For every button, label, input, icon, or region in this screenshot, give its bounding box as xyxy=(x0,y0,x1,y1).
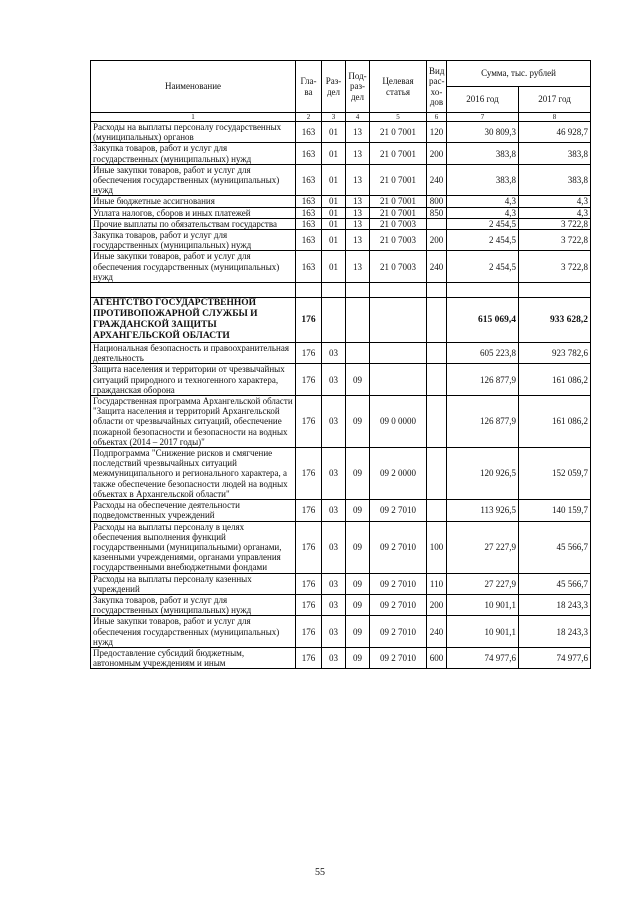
cell-podrazdel: 13 xyxy=(346,218,370,229)
cell-name: Расходы на выплаты персоналу в целях обеспечения выполнения функций государственными (муниципальными) органами, казенными учреждениями, органами управления государственными внебюджетными фондами xyxy=(91,521,296,573)
table-row xyxy=(91,573,591,594)
cell-name: Иные закупки товаров, работ и услуг для обеспечения государственных (муниципальных) нужд xyxy=(91,164,296,196)
cell-podrazdel: 09 xyxy=(346,448,370,500)
cell-2016: 120 926,5 xyxy=(447,448,519,500)
column-number: 3 xyxy=(322,113,346,122)
cell-razdel: 01 xyxy=(322,251,346,283)
cell-2016 xyxy=(447,283,519,298)
cell-name: АГЕНТСТВО ГОСУДАРСТВЕННОЙ ПРОТИВОПОЖАРНОЙ СЛУЖБЫ И ГРАЖДАНСКОЙ ЗАЩИТЫ АРХАНГЕЛЬСКОЙ ОБЛАСТИ xyxy=(91,298,296,343)
column-number: 8 xyxy=(519,113,591,122)
table-row xyxy=(91,594,591,615)
cell-celevaya xyxy=(370,298,427,343)
cell-celevaya: 09 2 7010 xyxy=(370,521,427,573)
cell-vid: 240 xyxy=(427,164,447,196)
cell-podrazdel xyxy=(346,298,370,343)
cell-podrazdel: 09 xyxy=(346,616,370,648)
header-year-2017: 2017 год xyxy=(519,87,591,113)
cell-2016: 4,3 xyxy=(447,207,519,218)
cell-name: Расходы на выплаты персоналу казенных учреждений xyxy=(91,573,296,594)
cell-glava: 176 xyxy=(296,396,322,448)
column-number: 1 xyxy=(91,113,296,122)
header-year-2016: 2016 год xyxy=(447,87,519,113)
column-number: 6 xyxy=(427,113,447,122)
cell-name: Уплата налогов, сборов и иных платежей xyxy=(91,207,296,218)
cell-glava: 163 xyxy=(296,196,322,207)
header-name: Наименование xyxy=(91,61,296,113)
cell-name: Иные бюджетные ассигнования xyxy=(91,196,296,207)
cell-podrazdel: 13 xyxy=(346,164,370,196)
table-row xyxy=(91,343,591,364)
cell-celevaya: 09 2 7010 xyxy=(370,594,427,615)
cell-podrazdel: 13 xyxy=(346,196,370,207)
cell-podrazdel: 09 xyxy=(346,573,370,594)
cell-vid: 200 xyxy=(427,143,447,164)
cell-name: Государственная программа Архангельской области "Защита населения и территорий Архангельской области от чрезвычайных ситуаций, обеспечение пожарной безопасности и безопасности на водных объектах (2014 – 2017 годы)" xyxy=(91,396,296,448)
header-glava: Гла- ва xyxy=(296,61,322,113)
cell-celevaya: 09 2 7010 xyxy=(370,573,427,594)
cell-2016: 27 227,9 xyxy=(447,573,519,594)
cell-celevaya: 21 0 7003 xyxy=(370,230,427,251)
budget-table xyxy=(90,60,591,669)
cell-celevaya xyxy=(370,364,427,396)
cell-vid: 200 xyxy=(427,230,447,251)
cell-razdel: 03 xyxy=(322,343,346,364)
cell-podrazdel: 09 xyxy=(346,500,370,521)
cell-2016: 2 454,5 xyxy=(447,218,519,229)
cell-celevaya: 21 0 7001 xyxy=(370,196,427,207)
cell-name: Расходы на выплаты персоналу государственных (муниципальных) органов xyxy=(91,122,296,143)
cell-2017: 152 059,7 xyxy=(519,448,591,500)
cell-2017: 923 782,6 xyxy=(519,343,591,364)
cell-podrazdel: 13 xyxy=(346,143,370,164)
cell-razdel: 01 xyxy=(322,207,346,218)
cell-podrazdel: 13 xyxy=(346,122,370,143)
cell-celevaya: 21 0 7001 xyxy=(370,143,427,164)
cell-podrazdel xyxy=(346,343,370,364)
cell-razdel: 03 xyxy=(322,616,346,648)
cell-celevaya: 21 0 7001 xyxy=(370,122,427,143)
cell-vid xyxy=(427,448,447,500)
cell-razdel: 03 xyxy=(322,396,346,448)
cell-glava: 176 xyxy=(296,521,322,573)
cell-celevaya: 21 0 7003 xyxy=(370,218,427,229)
cell-glava: 176 xyxy=(296,594,322,615)
cell-celevaya: 09 2 7010 xyxy=(370,647,427,668)
cell-2017: 3 722,8 xyxy=(519,230,591,251)
cell-glava: 163 xyxy=(296,218,322,229)
cell-razdel: 03 xyxy=(322,364,346,396)
column-number: 4 xyxy=(346,113,370,122)
cell-razdel xyxy=(322,298,346,343)
cell-2017: 45 566,7 xyxy=(519,521,591,573)
cell-name: Национальная безопасность и правоохранительная деятельность xyxy=(91,343,296,364)
cell-razdel: 01 xyxy=(322,164,346,196)
table-row xyxy=(91,448,591,500)
cell-glava: 163 xyxy=(296,122,322,143)
cell-2017: 383,8 xyxy=(519,164,591,196)
cell-razdel: 01 xyxy=(322,230,346,251)
table-row xyxy=(91,230,591,251)
cell-podrazdel: 13 xyxy=(346,251,370,283)
cell-razdel: 01 xyxy=(322,218,346,229)
cell-podrazdel: 13 xyxy=(346,230,370,251)
cell-razdel: 03 xyxy=(322,500,346,521)
cell-vid: 240 xyxy=(427,251,447,283)
cell-vid: 120 xyxy=(427,122,447,143)
header-vid: Вид рас- хо- дов xyxy=(427,61,447,113)
cell-razdel: 03 xyxy=(322,448,346,500)
cell-glava: 163 xyxy=(296,207,322,218)
cell-name: Закупка товаров, работ и услуг для государственных (муниципальных) нужд xyxy=(91,230,296,251)
cell-celevaya: 09 0 0000 xyxy=(370,396,427,448)
cell-2016: 2 454,5 xyxy=(447,230,519,251)
cell-vid: 200 xyxy=(427,594,447,615)
cell-glava: 176 xyxy=(296,647,322,668)
cell-podrazdel: 09 xyxy=(346,521,370,573)
cell-2017: 3 722,8 xyxy=(519,218,591,229)
cell-razdel: 01 xyxy=(322,122,346,143)
cell-glava: 163 xyxy=(296,164,322,196)
cell-name: Защита населения и территории от чрезвычайных ситуаций природного и техногенного характера, гражданская оборона xyxy=(91,364,296,396)
cell-2016: 113 926,5 xyxy=(447,500,519,521)
table-row xyxy=(91,616,591,648)
column-number: 2 xyxy=(296,113,322,122)
cell-vid xyxy=(427,396,447,448)
cell-name: Подпрограмма "Снижение рисков и смягчение последствий чрезвычайных ситуаций межмуниципального и регионального характера, а также обеспечение безопасности людей на водных объектах в Архангельской области" xyxy=(91,448,296,500)
cell-2016: 74 977,6 xyxy=(447,647,519,668)
cell-podrazdel: 13 xyxy=(346,207,370,218)
cell-glava: 176 xyxy=(296,573,322,594)
cell-name: Закупка товаров, работ и услуг для государственных (муниципальных) нужд xyxy=(91,143,296,164)
cell-2017: 46 928,7 xyxy=(519,122,591,143)
cell-2016: 10 901,1 xyxy=(447,594,519,615)
cell-podrazdel: 09 xyxy=(346,364,370,396)
table-row xyxy=(91,396,591,448)
cell-celevaya: 09 2 7010 xyxy=(370,500,427,521)
cell-name: Расходы на обеспечение деятельности подведомственных учреждений xyxy=(91,500,296,521)
cell-celevaya: 21 0 7001 xyxy=(370,207,427,218)
cell-2017: 18 243,3 xyxy=(519,594,591,615)
cell-name: Иные закупки товаров, работ и услуг для обеспечения государственных (муниципальных) нужд xyxy=(91,251,296,283)
cell-glava: 176 xyxy=(296,616,322,648)
cell-2016: 605 223,8 xyxy=(447,343,519,364)
cell-2016: 615 069,4 xyxy=(447,298,519,343)
table-row xyxy=(91,298,591,343)
cell-2017: 161 086,2 xyxy=(519,396,591,448)
cell-2016: 10 901,1 xyxy=(447,616,519,648)
cell-name: Закупка товаров, работ и услуг для государственных (муниципальных) нужд xyxy=(91,594,296,615)
cell-2016: 126 877,9 xyxy=(447,364,519,396)
document-page xyxy=(90,60,590,669)
column-number: 7 xyxy=(447,113,519,122)
cell-2016: 126 877,9 xyxy=(447,396,519,448)
cell-name xyxy=(91,283,296,298)
table-row xyxy=(91,251,591,283)
cell-vid: 600 xyxy=(427,647,447,668)
cell-vid: 100 xyxy=(427,521,447,573)
table-row xyxy=(91,283,591,298)
cell-razdel: 01 xyxy=(322,196,346,207)
cell-vid xyxy=(427,500,447,521)
cell-2016: 30 809,3 xyxy=(447,122,519,143)
cell-glava: 176 xyxy=(296,298,322,343)
cell-razdel xyxy=(322,283,346,298)
table-row xyxy=(91,218,591,229)
header-podrazdel: Под- раз- дел xyxy=(346,61,370,113)
cell-glava: 176 xyxy=(296,343,322,364)
cell-2017: 4,3 xyxy=(519,196,591,207)
cell-glava: 176 xyxy=(296,500,322,521)
cell-2017: 18 243,3 xyxy=(519,616,591,648)
cell-razdel: 03 xyxy=(322,647,346,668)
page-number: 55 xyxy=(315,867,325,878)
cell-2016: 383,8 xyxy=(447,143,519,164)
table-row xyxy=(91,364,591,396)
cell-2016: 4,3 xyxy=(447,196,519,207)
cell-celevaya xyxy=(370,343,427,364)
cell-name: Прочие выплаты по обязательствам государства xyxy=(91,218,296,229)
cell-glava: 176 xyxy=(296,448,322,500)
cell-glava: 163 xyxy=(296,143,322,164)
cell-2017: 383,8 xyxy=(519,143,591,164)
cell-glava: 163 xyxy=(296,251,322,283)
cell-celevaya: 21 0 7001 xyxy=(370,164,427,196)
cell-celevaya: 21 0 7003 xyxy=(370,251,427,283)
cell-2017: 4,3 xyxy=(519,207,591,218)
cell-razdel: 03 xyxy=(322,594,346,615)
cell-2017 xyxy=(519,283,591,298)
cell-podrazdel: 09 xyxy=(346,594,370,615)
cell-celevaya xyxy=(370,283,427,298)
table-row xyxy=(91,143,591,164)
table-body xyxy=(91,122,591,669)
cell-glava: 163 xyxy=(296,230,322,251)
header-celevaya: Целевая статья xyxy=(370,61,427,113)
cell-vid: 800 xyxy=(427,196,447,207)
cell-2017: 45 566,7 xyxy=(519,573,591,594)
cell-2016: 2 454,5 xyxy=(447,251,519,283)
cell-glava xyxy=(296,283,322,298)
table-row xyxy=(91,196,591,207)
cell-vid xyxy=(427,364,447,396)
cell-vid xyxy=(427,298,447,343)
cell-celevaya: 09 2 7010 xyxy=(370,616,427,648)
cell-vid xyxy=(427,218,447,229)
cell-razdel: 01 xyxy=(322,143,346,164)
cell-razdel: 03 xyxy=(322,573,346,594)
header-summa: Сумма, тыс. рублей xyxy=(447,61,591,87)
cell-vid xyxy=(427,343,447,364)
cell-vid: 850 xyxy=(427,207,447,218)
table-row xyxy=(91,647,591,668)
cell-2017: 933 628,2 xyxy=(519,298,591,343)
table-row xyxy=(91,500,591,521)
cell-2016: 383,8 xyxy=(447,164,519,196)
column-number-row xyxy=(91,113,591,122)
cell-glava: 176 xyxy=(296,364,322,396)
cell-2017: 161 086,2 xyxy=(519,364,591,396)
cell-2017: 140 159,7 xyxy=(519,500,591,521)
cell-2017: 3 722,8 xyxy=(519,251,591,283)
column-number: 5 xyxy=(370,113,427,122)
cell-vid xyxy=(427,283,447,298)
table-row xyxy=(91,122,591,143)
table-row xyxy=(91,521,591,573)
cell-2017: 74 977,6 xyxy=(519,647,591,668)
cell-podrazdel xyxy=(346,283,370,298)
cell-podrazdel: 09 xyxy=(346,396,370,448)
cell-razdel: 03 xyxy=(322,521,346,573)
cell-celevaya: 09 2 0000 xyxy=(370,448,427,500)
cell-vid: 240 xyxy=(427,616,447,648)
cell-name: Предоставление субсидий бюджетным, автономным учреждениям и иным xyxy=(91,647,296,668)
cell-podrazdel: 09 xyxy=(346,647,370,668)
cell-name: Иные закупки товаров, работ и услуг для обеспечения государственных (муниципальных) нужд xyxy=(91,616,296,648)
table-row xyxy=(91,164,591,196)
table-row xyxy=(91,207,591,218)
cell-vid: 110 xyxy=(427,573,447,594)
cell-2016: 27 227,9 xyxy=(447,521,519,573)
header-razdel: Раз- дел xyxy=(322,61,346,113)
